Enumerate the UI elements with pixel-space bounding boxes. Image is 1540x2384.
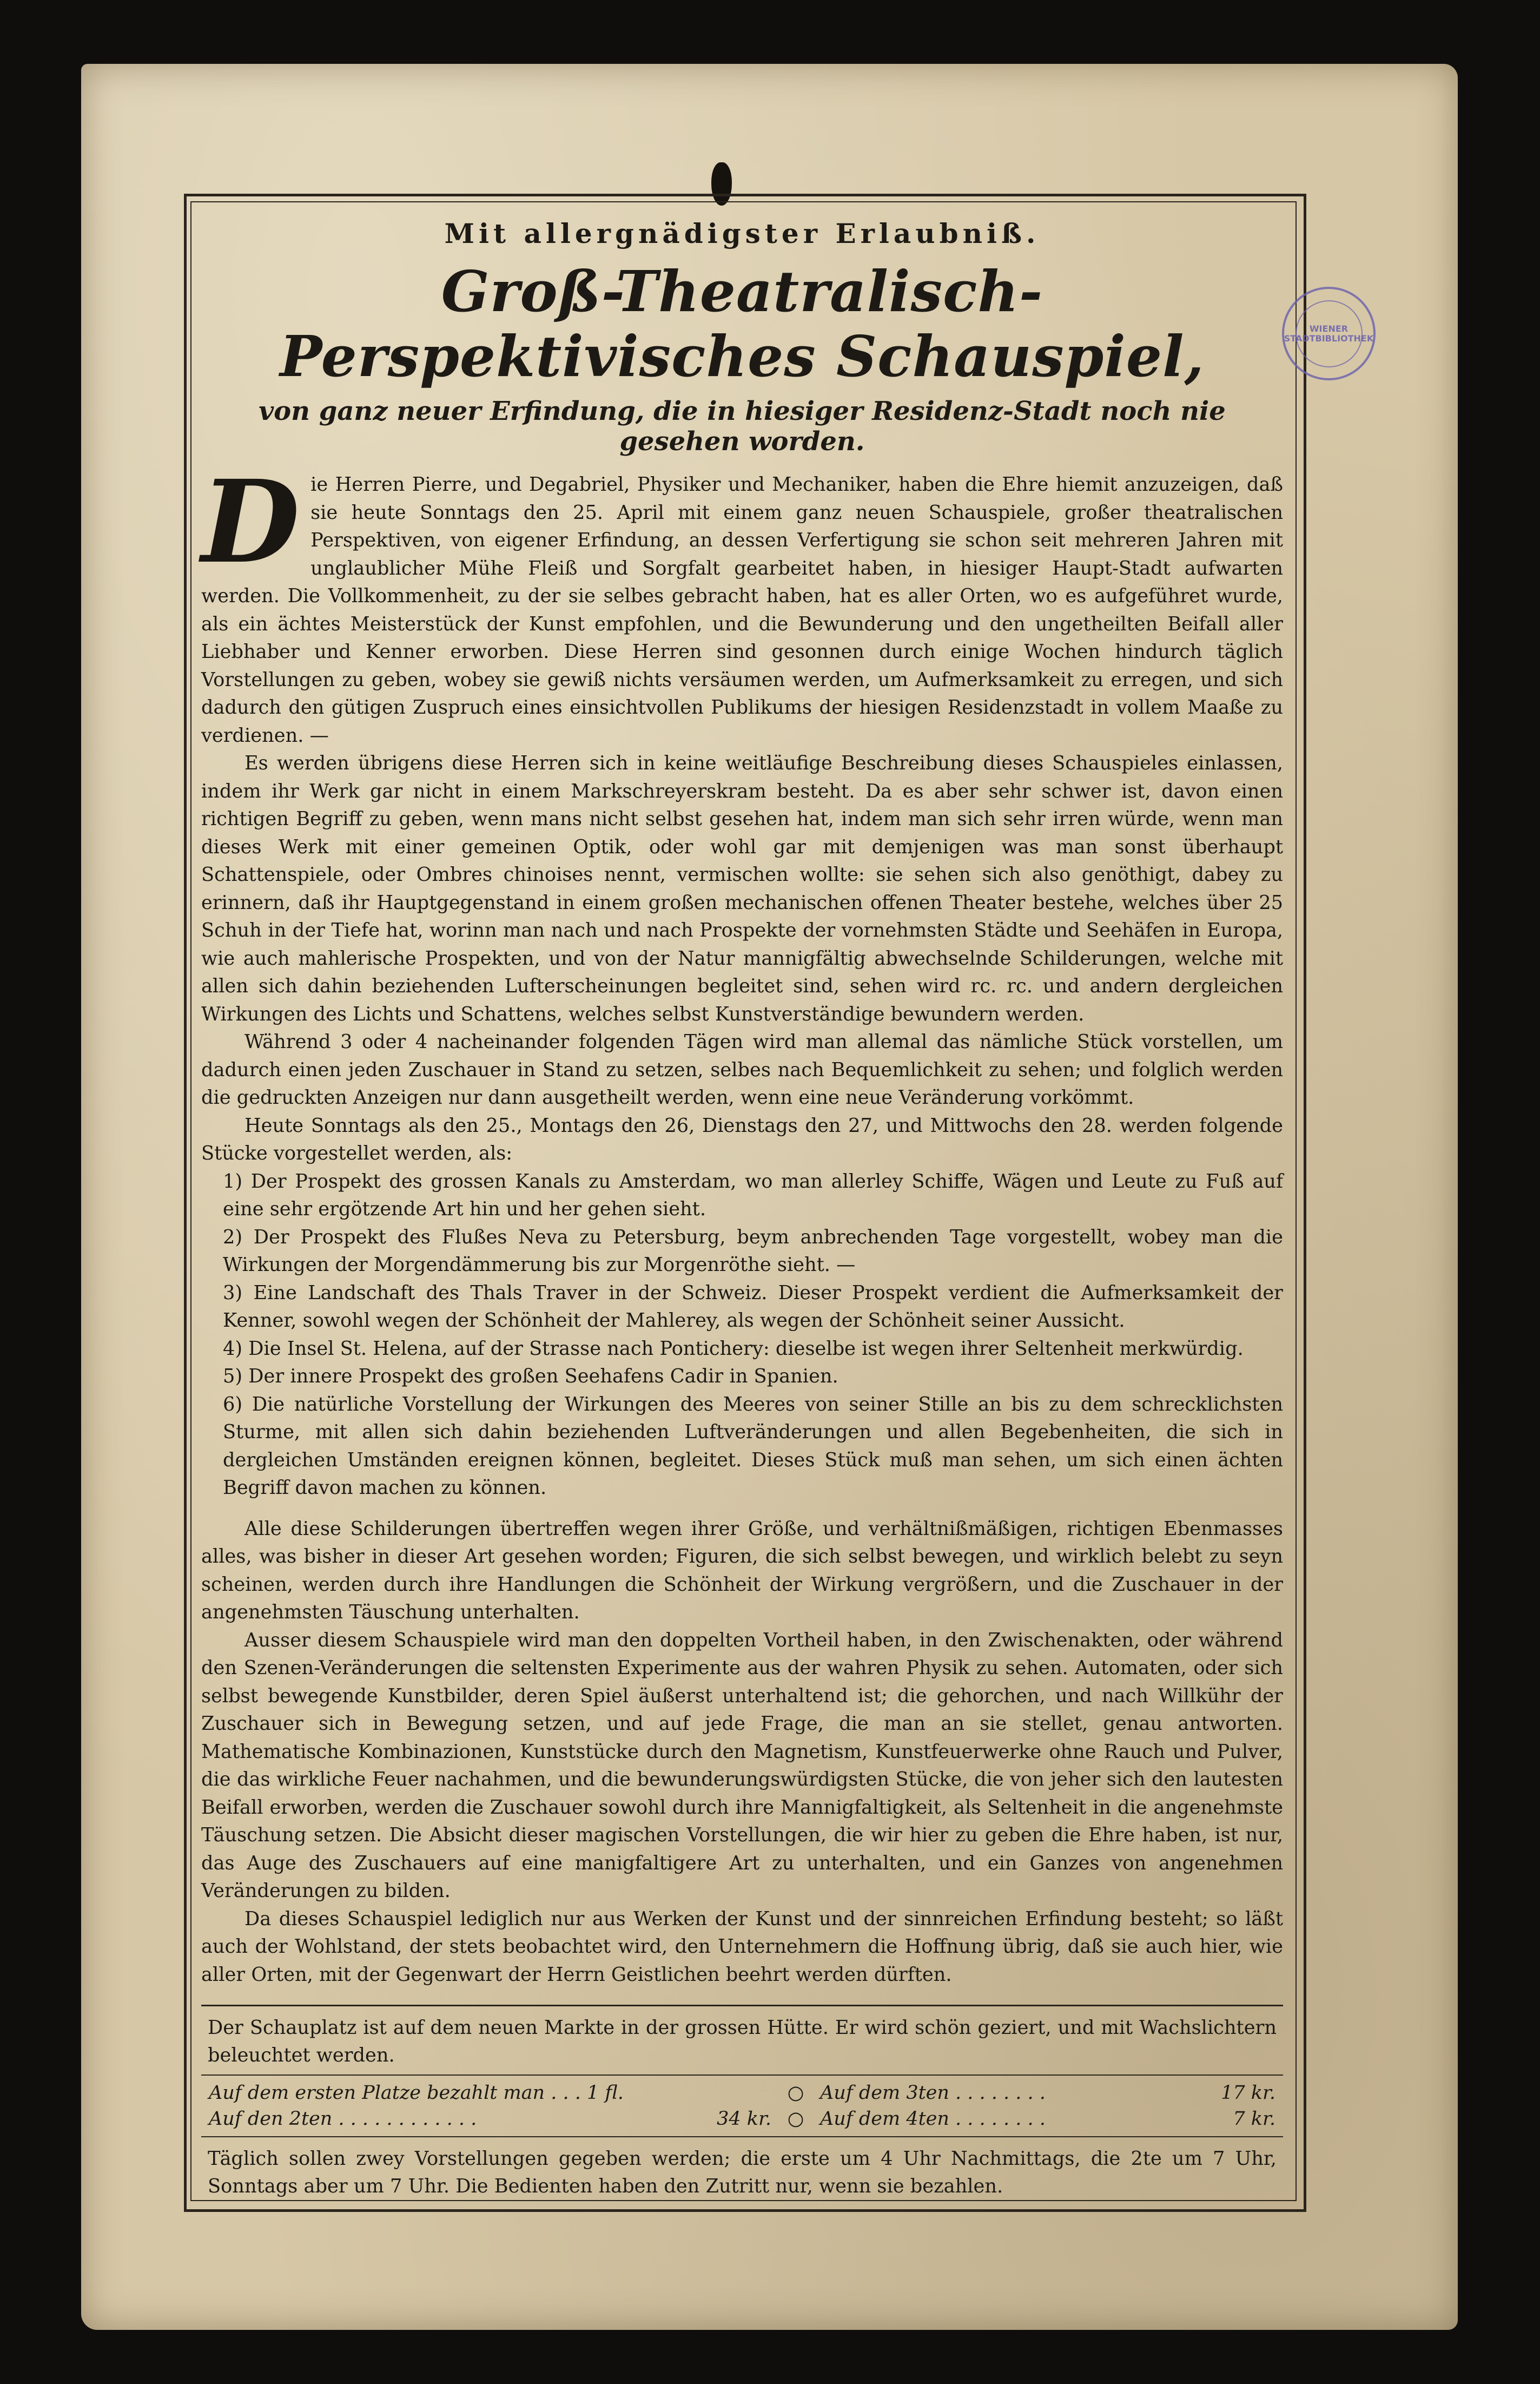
price-label: Auf dem 4ten . . . . . . . . [820,2108,1046,2130]
price-label: Auf dem ersten Platze bezahlt man . . . 1 fl. [209,2082,624,2104]
paragraph-experiments: Ausser diesem Schauspiele wird man den doppelten Vortheil haben, in den Zwischenakten, oder während den Szenen-Veränderungen die seltensten Experimente aus der wahren Physik zu sehen. Automaten, oder sich selbst bewegende Kunstbilder, deren Spiel äußerst unterhaltend ist; die gehorchen, und nach Willkühr der Zuschauer sich in Bewegung setzen, und auf jede Frage, die man an sie stellet, genau antworten. Mathematische Kombinazionen, Kunststücke durch den Magnetism, Kunstfeuerwerke ohne Rauch und Pulver, die das wirkliche Feuer nachahmen, und die bewunderungswürdigsten Stücke, die von jeher sich den lautesten Beifall erworben, werden die Zuschauer sowohl durch ihre Mannigfaltigkeit, als Seltenheit in die angenehmste Täuschung setzen. Die Absicht dieser magischen Vorstellungen, die wir hier zu geben die Ehre haben, ist nur, das Auge des Zuschauers auf eine manigfaltigere Art zu unterhalten, und ein Ganzes von angenehmen Veränderungen zu bilden. [201,1629,1283,1902]
paragraph-dates: Heute Sonntags als den 25., Montags den 26, Dienstags den 27, und Mittwochs den 28. werden folgende Stücke vorgestellet werden, als: [201,1114,1283,1165]
program-item: 5) Der innere Prospekt des großen Seehafens Cadir in Spanien. [223,1365,838,1388]
paragraph-intro [201,455,1283,749]
program-item: 1) Der Prospekt des grossen Kanals zu Amsterdam, wo man allerley Schiffe, Wägen und Leute zu Fuß auf eine sehr ergötzende Art hin und her gehen sieht. [223,1170,1283,1221]
library-stamp-text: WIENER STADTBIBLIOTHEK [1296,300,1363,367]
program-item: 6) Die natürliche Vorstellung der Wirkungen des Meeres von seiner Stille an bis zu dem schrecklichsten Sturme, mit allen sich dahin beziehenden Luftveränderungen und allen Begebenheiten, die sich in dergleichen Umständen ereignen können, begleitet. Dieses Stück muß man sehen, um sich einen ächten Begriff davon machen zu können. [223,1393,1283,1499]
price-row [209,2106,1275,2132]
paragraph-intro-text: ie Herren Pierre, und Degabriel, Physiker und Mechaniker, haben die Ehre hiemit anzuzeigen, daß sie heute Sonntags den 25. April mit einem ganz neuen Schauspiele, großer theatralischen Perspektiven, von eigener Erfindung, an dessen Verfertigung sie schon seit mehreren Jahren mit unglaublicher Mühe Fleiß und Sorgfalt gearbeitet haben, in hiesiger Haupt-Stadt aufwarten werden. Die Vollkommenheit, zu der sie selbes gebracht haben, hat es aller Orten, wo es aufgeführet wurde, als ein ächtes Meisterstück der Kunst empfohlen, und die Bewunderung und den ungetheilten Beifall aller Liebhaber und Kenner erworben. Diese Herren sind gesonnen durch einige Wochen hindurch täglich Vorstellungen zu geben, wobey sie gewiß nichts versäumen werden, um Aufmerksamkeit zu erregen, und sich dadurch den gütigen Zuspruch eines einsichtvollen Publikums der hiesigen Residenzstadt in vollem Maaße zu verdienen. — [201,473,1283,747]
library-stamp [1282,287,1376,380]
price-table [201,2075,1283,2137]
drop-cap: D [201,455,300,589]
price-label: Auf den 2ten . . . . . . . . . . . . [209,2108,477,2130]
venue-note: Der Schauplatz ist auf dem neuen Markte in der grossen Hütte. Er wird schön geziert, und mit Wachslichtern beleuchtet werden. [208,2017,1277,2067]
performance-times: Täglich sollen zwey Vorstellungen gegeben werden; die erste um 4 Uhr Nachmittags, die 2te um 7 Uhr, Sonntags aber um 7 Uhr. Die Bedienten haben den Zutritt nur, wenn sie bezahlen. [208,2148,1277,2198]
playbill-content [201,206,1283,2208]
program-item: 3) Eine Landschaft des Thals Traver in der Schweiz. Dieser Prospekt verdient die Aufmerksamkeit der Kenner, sowohl wegen der Schönheit der Mahlerey, als wegen der Schönheit seiner Aussicht. [223,1281,1283,1332]
program-item: 2) Der Prospekt des Flußes Neva zu Petersburg, beym anbrechenden Tage vorgestellt, wobey man die Wirkungen der Morgendämmerung bis zur Morgenröthe sieht. — [223,1226,1283,1276]
price-value: 34 kr. [717,2108,771,2130]
permission-line: Mit allergnädigster Erlaubniß. [444,218,1040,249]
paragraph-clergy: Da dieses Schauspiel lediglich nur aus Werken der Kunst und der sinnreichen Erfindung besteht; so läßt auch der Wohlstand, der stets beobachtet wird, den Unternehmern die Hoffnung übrig, daß sie auch hier, wie aller Orten, mit der Gegenwart der Herrn Geistlichen beehrt werden dürften. [201,1907,1283,1986]
playbill-body [201,455,1283,1988]
price-value: 17 kr. [1221,2082,1275,2104]
playbill-title: Groß-Theatralisch-Perspektivisches Schauspiel, [280,258,1205,390]
price-row [209,2080,1275,2106]
paragraph-description: Es werden übrigens diese Herren sich in keine weitläufige Beschreibung dieses Schauspieles einlassen, indem ihr Werk gar nicht in einem Markschreyerskram besteht. Da es aber sehr schwer ist, davon einen richtigen Begriff zu geben, wenn mans nicht selbst gesehen hat, indem man sich sehr irren würde, wenn man dieses Werk mit einer gemeinen Optik, oder wohl gar mit demjenigen was man sonst überhaupt Schattenspiele, oder Ombres chinoises nennt, vermischen wollte: sie sehen sich also genöthigt, dabey zu erinnern, daß ihr Hauptgegenstand in einem großen mechanischen offenen Theater bestehe, welches über 25 Schuh in der Tiefe hat, worinn man nach und nach Prospekte der vornehmsten Städte und Seehäfen in Europa, wie auch mahlerische Prospekten, und von der Natur mannigfältig abwechselnde Schilderungen, welche mit allen sich dahin beziehenden Lufterscheinungen begleitet sind, sehen wird rc. rc. und andern dergleichen Wirkungen des Lichts und Schattens, welches selbst Kunstverständige bewundern werden. [201,752,1283,1025]
circle-divider-icon: ○ [787,2082,804,2104]
program-item: 4) Die Insel St. Helena, auf der Strasse nach Pontichery: dieselbe ist wegen ihrer Seltenheit merkwürdig. [223,1337,1244,1360]
paragraph-schedule-note: Während 3 oder 4 nacheinander folgenden Tägen wird man allemal das nämliche Stück vorstellen, um dadurch einen jeden Zuschauer in Stand zu setzen, selbes nach Bequemlichkeit zu sehen; und folglich werden die gedruckten Anzeigen nur dann ausgetheilt werden, wenn eine neue Veränderung vorkömmt. [201,1031,1283,1109]
price-value [696,2080,771,2106]
program-list [201,1168,1283,1502]
paragraph-scenes: Alle diese Schilderungen übertreffen wegen ihrer Größe, und verhältnißmäßigen, richtigen Ebenmasses alles, was bisher in dieser Art gesehen worden; Figuren, die sich selbst bewegen, und wirklich belebt zu seyn scheinen, werden durch ihre Handlungen die Schönheit der Wirkung vergrößern, und die Zuschauer in der angenehmsten Täuschung unterhalten. [201,1517,1283,1624]
circle-divider-icon: ○ [787,2108,804,2130]
price-value: 7 kr. [1233,2108,1275,2130]
price-label: Auf dem 3ten . . . . . . . . [820,2082,1046,2104]
playbill-subtitle: von ganz neuer Erfindung, die in hiesiger Residenz-Stadt noch nie gesehen worden. [259,396,1226,457]
